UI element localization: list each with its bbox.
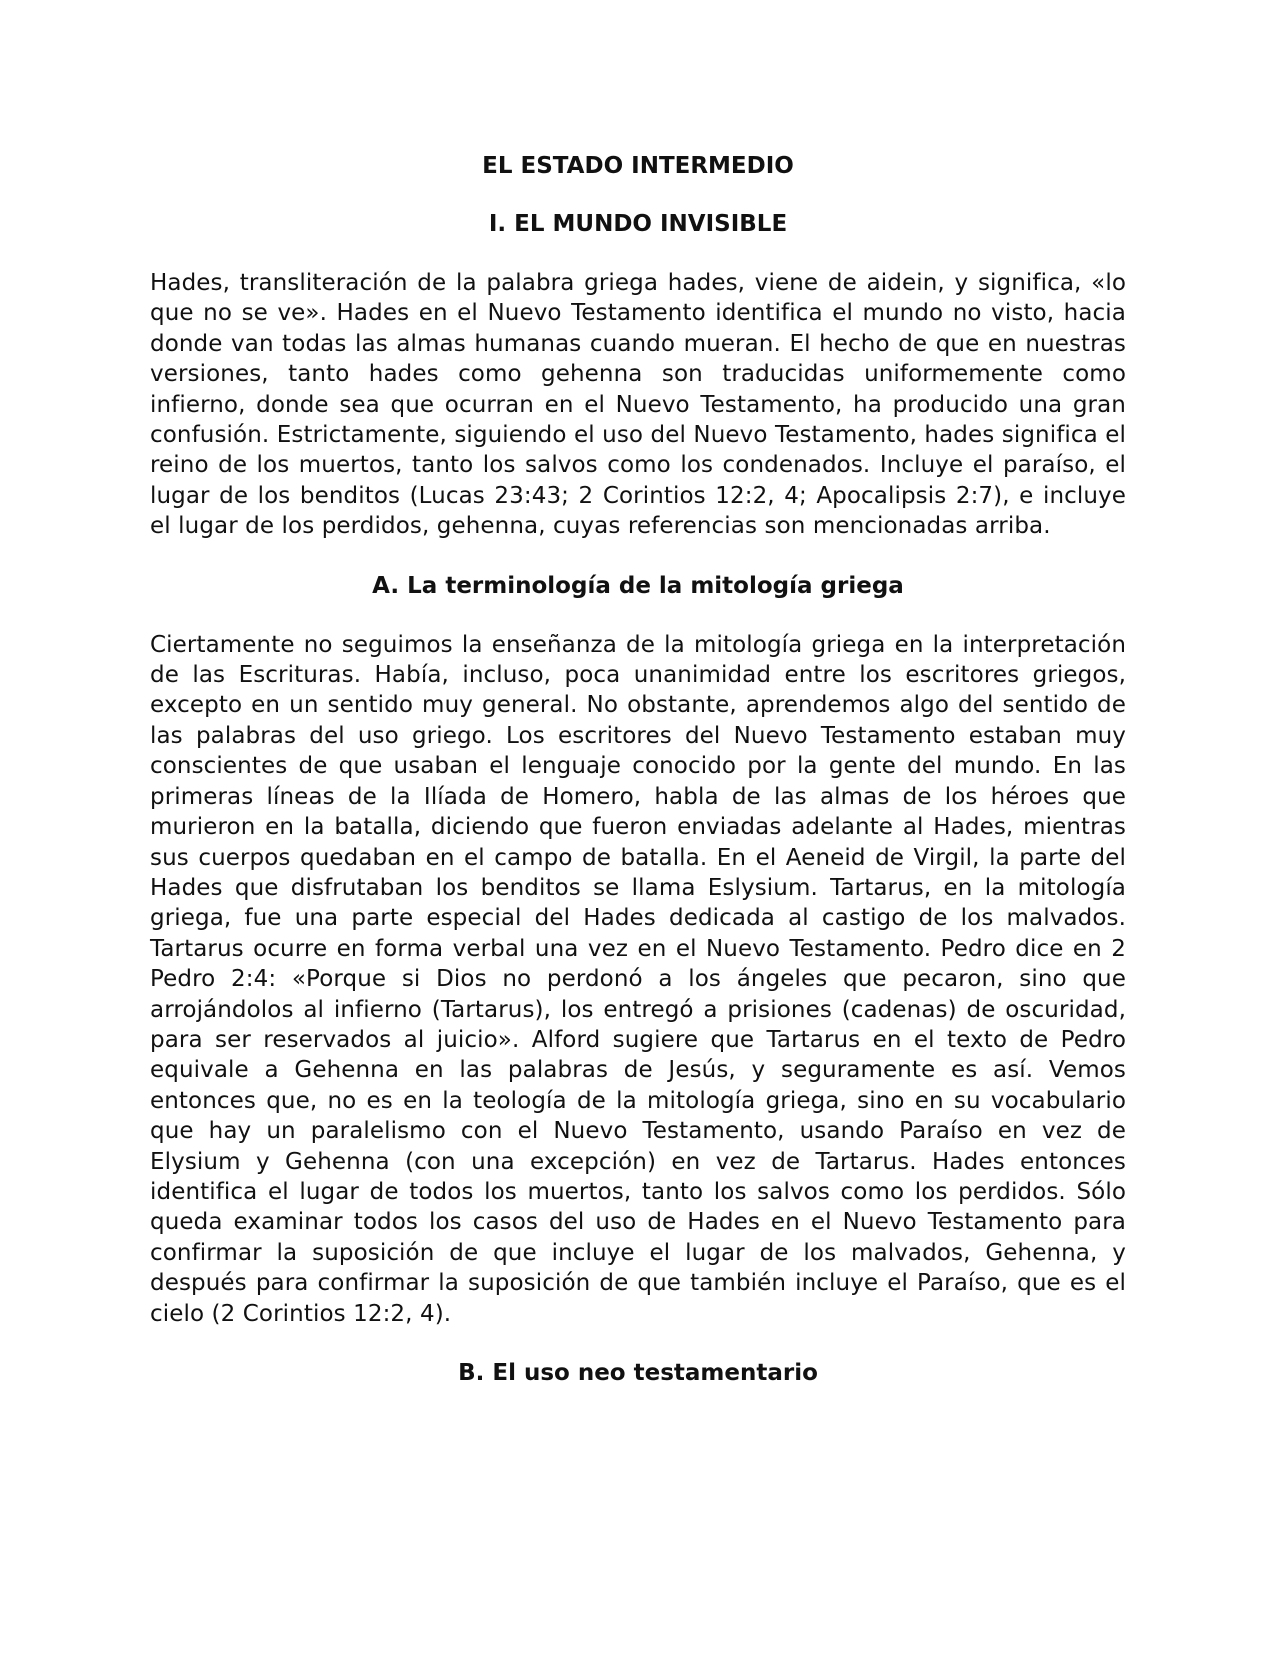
subsection-heading-terminologia: A. La terminología de la mitología griega — [372, 572, 904, 599]
document-title: EL ESTADO INTERMEDIO — [482, 153, 794, 179]
paragraph-mitologia: Ciertamente no seguimos la enseñanza de la mitología griega en la interpretación de las Escrituras. Había, incluso, poca unanimidad entre los escritores griegos, excepto en un sentido muy general. No obstante, aprendemos algo del sentido de las palabras del uso griego. Los escritores del Nuevo Testamento estaban muy conscientes de que usaban el lenguaje conocido por la gente del mundo. En las primeras líneas de la Ilíada de Homero, habla de las almas de los héroes que murieron en la batalla, diciendo que fueron enviadas adelante al Hades, mientras sus cuerpos quedaban en el campo de batalla. En el Aeneid de Virgil, la parte del Hades que disfrutaban los benditos se llama Eslysium. Tartarus, en la mitología griega, fue una parte especial del Hades dedicada al castigo de los malvados. Tartarus ocurre en forma verbal una vez en el Nuevo Testamento. Pedro dice en 2 Pedro 2:4: «Porque si Dios no perdonó a los ángeles que pecaron, sino que arrojándolos al infierno (Tartarus), los entregó a prisiones (cadenas) de oscuridad, para ser reservados al juicio». Alford sugiere que Tartarus en el texto de Pedro equivale a Gehenna en las palabras de Jesús, y seguramente es así. Vemos entonces que, no es en la teología de la mitología griega, sino en su vocabulario que hay un paralelismo con el Nuevo Testamento, usando Paraíso en vez de Elysium y Gehenna (con una excepción) en vez de Tartarus. Hades entonces identifica el lugar de todos los muertos, tanto los salvos como los perdidos. Sólo queda examinar todos los casos del uso de Hades en el Nuevo Testamento para confirmar la suposición de que incluye el lugar de los malvados, Gehenna, y después para confirmar la suposición de que también incluye el Paraíso, que es el cielo (2 Corintios 12:2, 4). — [150, 631, 1126, 1327]
paragraph-hades: Hades, transliteración de la palabra griega hades, viene de aidein, y significa, «lo que no se ve». Hades en el Nuevo Testamento identifica el mundo no visto, hacia donde van todas las almas humanas cuando mueran. El hecho de que en nuestras versiones, tanto hades como gehenna son traducidas uniformemente como infierno, donde sea que ocurran en el Nuevo Testamento, ha producido una gran confusión. Estrictamente, siguiendo el uso del Nuevo Testamento, hades significa el reino de los muertos, tanto los salvos como los condenados. Incluye el paraíso, el lugar de los benditos (Lucas 23:43; 2 Corintios 12:2, 4; Apocalipsis 2:7), e incluye el lugar de los perdidos, gehenna, cuyas referencias son mencionadas arriba. — [150, 270, 1126, 540]
document-page — [150, 138, 1126, 1417]
subsection-heading-uso-neo-testamentario: B. El uso neo testamentario — [458, 1360, 818, 1386]
section-heading-mundo-invisible: I. EL MUNDO INVISIBLE — [488, 211, 788, 237]
